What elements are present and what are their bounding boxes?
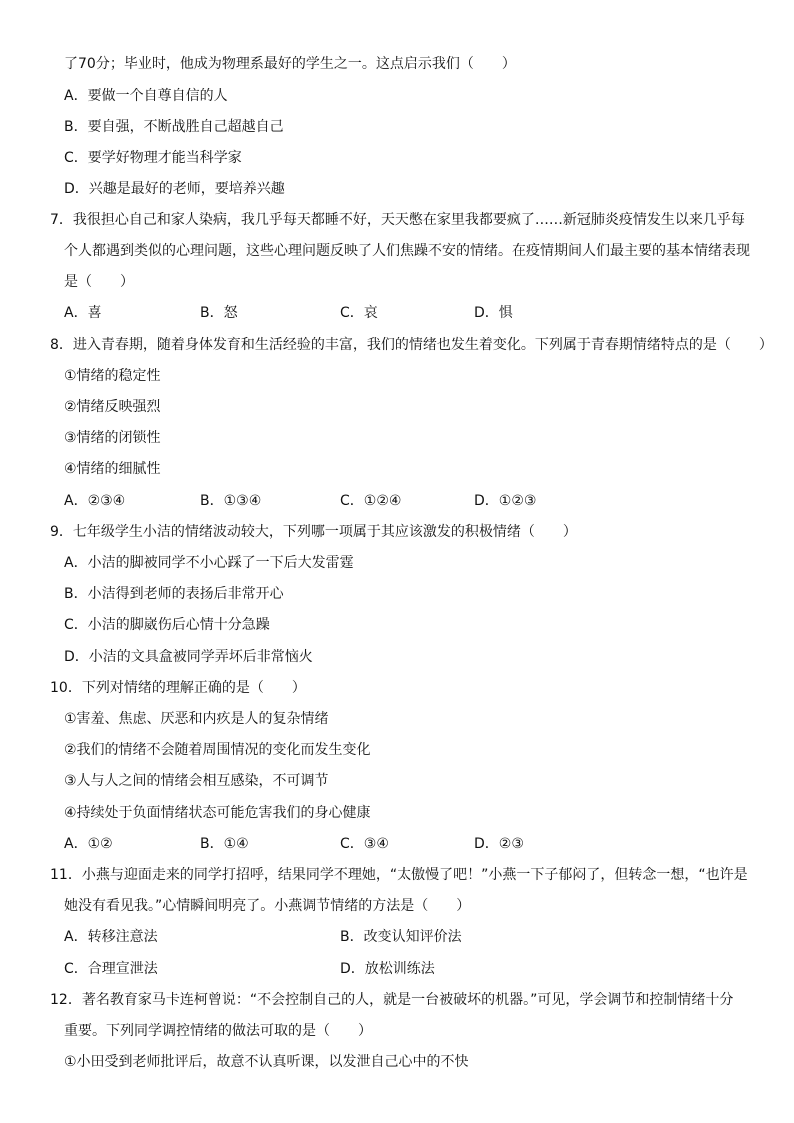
- q10-item-3: ③人与人之间的情绪会相互感染，不可调节: [64, 773, 329, 789]
- q9-option-b: B．小洁得到老师的表扬后非常开心: [64, 586, 284, 602]
- q8-option-b: B．①③④: [200, 493, 262, 509]
- q8-stem: 8．进入青春期，随着身体发育和生活经验的丰富，我们的情绪也发生着变化。下列属于青春期情绪特点的是（ ）: [50, 337, 773, 353]
- q12-item-1: ①小田受到老师批评后，故意不认真听课，以发泄自己心中的不快: [64, 1054, 469, 1070]
- q12-stem-line-1: 12．著名教育家马卡连柯曾说：“不会控制自己的人，就是一台被破坏的机器。”可见，学会调节和控制情绪十分: [50, 992, 734, 1008]
- q6-stem: 了70分；毕业时，他成为物理系最好的学生之一。这点启示我们（ ）: [64, 56, 516, 72]
- q9-option-a: A．小洁的脚被同学不小心踩了一下后大发雷霆: [64, 555, 354, 571]
- q8-item-4: ④情绪的细腻性: [64, 461, 161, 477]
- q10-option-b: B．①④: [200, 836, 249, 852]
- q10-item-4: ④持续处于负面情绪状态可能危害我们的身心健康: [64, 805, 371, 821]
- q8-item-2: ②情绪反映强烈: [64, 399, 161, 415]
- q8-item-1: ①情绪的稳定性: [64, 368, 161, 384]
- q7-option-c: C．哀: [340, 305, 378, 321]
- q8-option-c: C．①②④: [340, 493, 402, 509]
- q11-stem-line-1: 11．小燕与迎面走来的同学打招呼，结果同学不理她，“太傲慢了吧！”小燕一下子郁闷了，但转念一想，“也许是: [50, 867, 748, 883]
- q7-option-d: D．惧: [474, 305, 513, 321]
- q10-option-a: A．①②: [64, 836, 113, 852]
- q8-item-3: ③情绪的闭锁性: [64, 430, 161, 446]
- q8-option-d: D．①②③: [474, 493, 537, 509]
- q6-option-b: B．要自强，不断战胜自己超越自己: [64, 119, 284, 135]
- q11-option-b: B．改变认知评价法: [340, 929, 462, 945]
- q7-stem-line-1: 7．我很担心自己和家人染病，我几乎每天都睡不好，天天憋在家里我都要疯了……新冠肺炎疫情发生以来几乎每: [50, 212, 745, 228]
- q11-option-d: D．放松训练法: [340, 961, 435, 977]
- q10-item-2: ②我们的情绪不会随着周围情况的变化而发生变化: [64, 742, 371, 758]
- q10-stem: 10．下列对情绪的理解正确的是（ ）: [50, 680, 306, 696]
- q7-stem-line-3: 是（ ）: [64, 274, 134, 290]
- q12-stem-line-2: 重要。下列同学调控情绪的做法可取的是（ ）: [64, 1023, 372, 1039]
- q7-option-b: B．怒: [200, 305, 238, 321]
- q8-option-a: A．②③④: [64, 493, 126, 509]
- q10-item-1: ①害羞、焦虑、厌恶和内疚是人的复杂情绪: [64, 711, 329, 727]
- q11-stem-line-2: 她没有看见我。”心情瞬间明亮了。小燕调节情绪的方法是（ ）: [64, 898, 471, 914]
- q7-option-a: A．喜: [64, 305, 102, 321]
- q11-option-a: A．转移注意法: [64, 929, 158, 945]
- q6-option-a: A．要做一个自尊自信的人: [64, 88, 228, 104]
- q7-stem-line-2: 个人都遇到类似的心理问题，这些心理问题反映了人们焦躁不安的情绪。在疫情期间人们最主要的基本情绪表现: [64, 243, 750, 259]
- q9-stem: 9．七年级学生小洁的情绪波动较大，下列哪一项属于其应该激发的积极情绪（ ）: [50, 524, 577, 540]
- q9-option-c: C．小洁的脚崴伤后心情十分急躁: [64, 617, 270, 633]
- q11-option-c: C．合理宣泄法: [64, 961, 158, 977]
- q6-option-c: C．要学好物理才能当科学家: [64, 150, 242, 166]
- q6-option-d: D．兴趣是最好的老师，要培养兴趣: [64, 181, 285, 197]
- q10-option-c: C．③④: [340, 836, 389, 852]
- q9-option-d: D．小洁的文具盒被同学弄坏后非常恼火: [64, 649, 313, 665]
- q10-option-d: D．②③: [474, 836, 524, 852]
